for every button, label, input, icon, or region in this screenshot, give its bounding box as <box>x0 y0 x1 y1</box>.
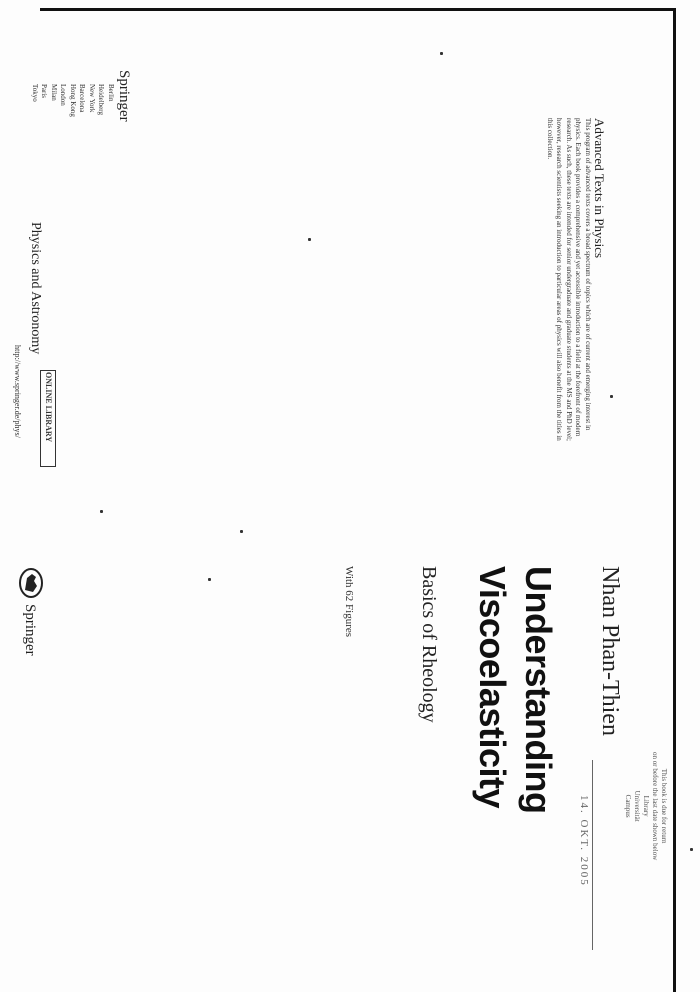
scan-speck <box>240 530 243 533</box>
series-description: This program of advanced texts covers a broad spectrum of topics which are of current and emerging interest in physics. Each book provides a comprehensive and yet accessible introduction to a field at the forefront of modern research. As such, these texts are intended for senior undergraduate and graduate students at the MS and PhD level; however, research scientists seeking an introduction to particular areas of physics will also benefit from the titles in this collection. <box>546 118 592 441</box>
stamp-line: on or before the last date shown below <box>651 752 659 861</box>
book-title-line2: Viscoelasticity <box>472 566 513 808</box>
springer-knight-logo-icon <box>18 566 44 600</box>
city: Milan <box>50 84 58 101</box>
city: Paris <box>40 84 49 98</box>
book-author: Nhan Phan-Thien <box>597 566 623 736</box>
city: New York <box>88 84 96 113</box>
series-name: Advanced Texts in Physics <box>592 118 607 259</box>
publisher-name-logo: Springer <box>22 604 38 656</box>
figures-note: With 62 Figures <box>343 566 355 638</box>
library-stamp <box>623 752 668 860</box>
city: London <box>59 84 68 106</box>
publisher-name-small: Springer <box>116 70 132 122</box>
book-subtitle: Basics of Rheology <box>418 566 440 723</box>
stamp-line: Campus <box>624 794 632 818</box>
scan-speck <box>440 52 443 55</box>
online-library-label: ONLINE LIBRARY <box>44 372 53 443</box>
city: Berlin <box>107 84 115 102</box>
online-library-url: http://www.springer.de/phys/ <box>13 345 22 438</box>
city: Hong Kong <box>69 84 77 117</box>
scan-speck <box>100 510 103 513</box>
scan-speck <box>308 238 311 241</box>
stamp-date: 14. OKT. 2005 <box>578 795 590 887</box>
scan-border-top <box>40 8 676 11</box>
scan-speck <box>610 395 613 398</box>
scan-speck <box>690 848 693 851</box>
stamp-line: This book is due for return <box>660 768 668 844</box>
city: Tokyo <box>31 84 39 102</box>
book-title-line1: Understanding <box>518 566 559 814</box>
stamp-rule <box>592 760 593 950</box>
publisher-cities <box>30 84 116 117</box>
stamp-line: Library <box>642 795 650 817</box>
stamp-line: Universität <box>633 790 641 822</box>
city: Barcelona <box>78 84 87 113</box>
scan-border-right <box>673 8 676 992</box>
physics-astronomy-label: Physics and Astronomy <box>28 222 43 355</box>
city: Heidelberg <box>97 84 106 115</box>
scan-speck <box>208 578 211 581</box>
